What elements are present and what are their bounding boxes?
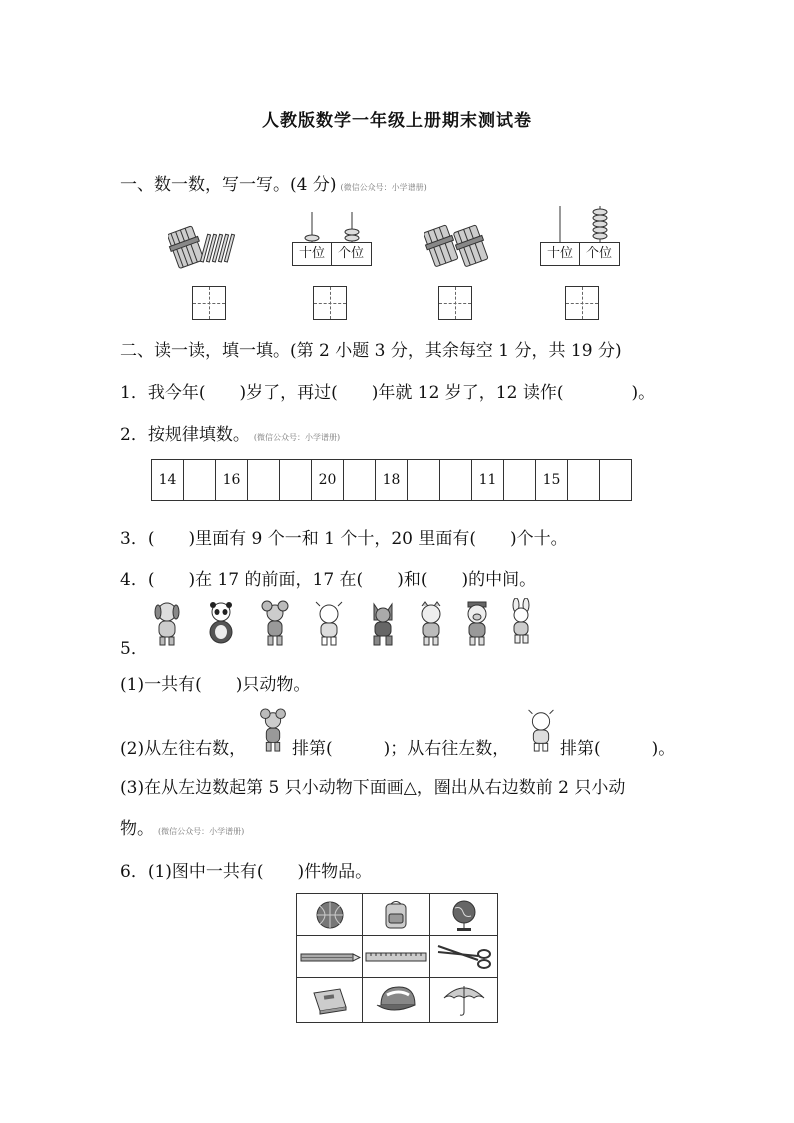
answer-box[interactable] — [192, 286, 226, 320]
strip-cell[interactable] — [600, 460, 631, 500]
watermark: (微信公众号：小学谱册) — [158, 827, 245, 836]
watermark: (微信公众号：小学谱册) — [253, 433, 341, 442]
ones-label: 个位 — [337, 246, 364, 261]
strip-cell[interactable] — [440, 460, 471, 500]
rabbit-icon — [504, 598, 538, 644]
answer-box[interactable] — [438, 286, 472, 320]
question-5-sub3-line1: (3)在从左边数起第 5 只小动物下面画△，圈出从右边数前 2 只小动 — [120, 778, 626, 798]
scissors-icon — [434, 942, 494, 972]
ones-label: 个位 — [585, 246, 612, 261]
abacus-2 — [540, 204, 620, 266]
grid-cell — [363, 936, 430, 978]
puppy-icon — [150, 600, 184, 646]
panda-icon — [204, 600, 238, 646]
question-5-number: 5． — [120, 639, 148, 659]
section2-heading: 二、读一读，填一填。(第 2 小题 3 分，其余每空 1 分，共 19 分) — [120, 341, 622, 361]
answer-box[interactable] — [313, 286, 347, 320]
answer-box[interactable] — [565, 286, 599, 320]
umbrella-icon — [442, 982, 486, 1018]
question-5-sub2-start: (2)从左往右数， — [120, 739, 247, 759]
question-5-sub3-line2: 物。 (微信公众号：小学谱册) — [120, 819, 245, 839]
question-2: 2．按规律填数。 (微信公众号：小学谱册) — [120, 425, 341, 445]
strip-cell[interactable] — [280, 460, 311, 500]
strip-cell[interactable] — [184, 460, 216, 500]
goat-icon — [524, 708, 558, 752]
strip-cell: 20 — [312, 460, 344, 500]
watermark: (微信公众号：小学谱册) — [340, 183, 427, 192]
number-strip-2 — [311, 459, 472, 501]
strip-cell: 16 — [216, 460, 248, 500]
strip-cell[interactable] — [248, 460, 280, 500]
question-4: 4．( )在 17 的前面，17 在( )和( )的中间。 — [120, 570, 537, 590]
strip-cell[interactable] — [568, 460, 600, 500]
section1-heading: 一、数一数，写一写。(4 分) (微信公众号：小学谱册) — [120, 175, 427, 195]
strip-cell[interactable] — [344, 460, 376, 500]
strip-cell[interactable] — [408, 460, 440, 500]
strip-cell: 14 — [152, 460, 184, 500]
place-value-table — [292, 242, 372, 266]
number-strip-3 — [471, 459, 632, 501]
abacus-beads — [540, 204, 620, 242]
place-value-table — [540, 242, 620, 266]
two-stick-bundles-image — [424, 222, 489, 267]
abacus-beads — [292, 210, 372, 242]
mouse-icon — [256, 708, 290, 752]
strip-cell: 11 — [472, 460, 504, 500]
question-6: 6．(1)图中一共有( )件物品。 — [120, 862, 373, 882]
question-1: 1．我今年( )岁了，再过( )年就 12 岁了，12 读作( )。 — [120, 383, 656, 403]
grid-cell — [430, 894, 497, 936]
pig-icon — [460, 600, 494, 646]
strip-cell[interactable] — [504, 460, 536, 500]
question-5-sub1: (1)一共有( )只动物。 — [120, 675, 311, 695]
page-title: 人教版数学一年级上册期末测试卷 — [262, 111, 532, 131]
ruler-icon — [365, 951, 427, 963]
grid-cell — [363, 894, 430, 936]
number-strip-1 — [151, 459, 312, 501]
strip-cell: 15 — [536, 460, 568, 500]
grid-cell — [297, 936, 363, 978]
mouse-icon — [258, 600, 292, 646]
question-3: 3．( )里面有 9 个一和 1 个十，20 里面有( )个十。 — [120, 529, 568, 549]
goat-icon — [312, 600, 346, 646]
strip-cell: 18 — [376, 460, 408, 500]
tens-label: 十位 — [541, 243, 580, 265]
pencil-icon — [299, 950, 361, 964]
items-grid — [296, 893, 498, 1023]
cap-icon — [373, 983, 419, 1017]
question-5-sub2-middle: 排第( )；从右往左数， — [292, 739, 510, 759]
grid-cell — [363, 978, 430, 1022]
grid-cell — [430, 978, 497, 1022]
globe-icon — [447, 898, 481, 932]
stick-bundle-image — [168, 224, 238, 269]
ball-icon — [315, 900, 345, 930]
backpack-icon — [379, 898, 413, 932]
wolf-icon — [366, 600, 400, 646]
tens-label: 十位 — [293, 243, 332, 265]
cat-icon — [414, 600, 448, 646]
question-5-sub2-end: 排第( )。 — [560, 739, 676, 759]
book-icon — [310, 985, 350, 1015]
abacus-1 — [292, 210, 372, 266]
grid-cell — [297, 978, 363, 1022]
grid-cell — [430, 936, 497, 978]
grid-cell — [297, 894, 363, 936]
